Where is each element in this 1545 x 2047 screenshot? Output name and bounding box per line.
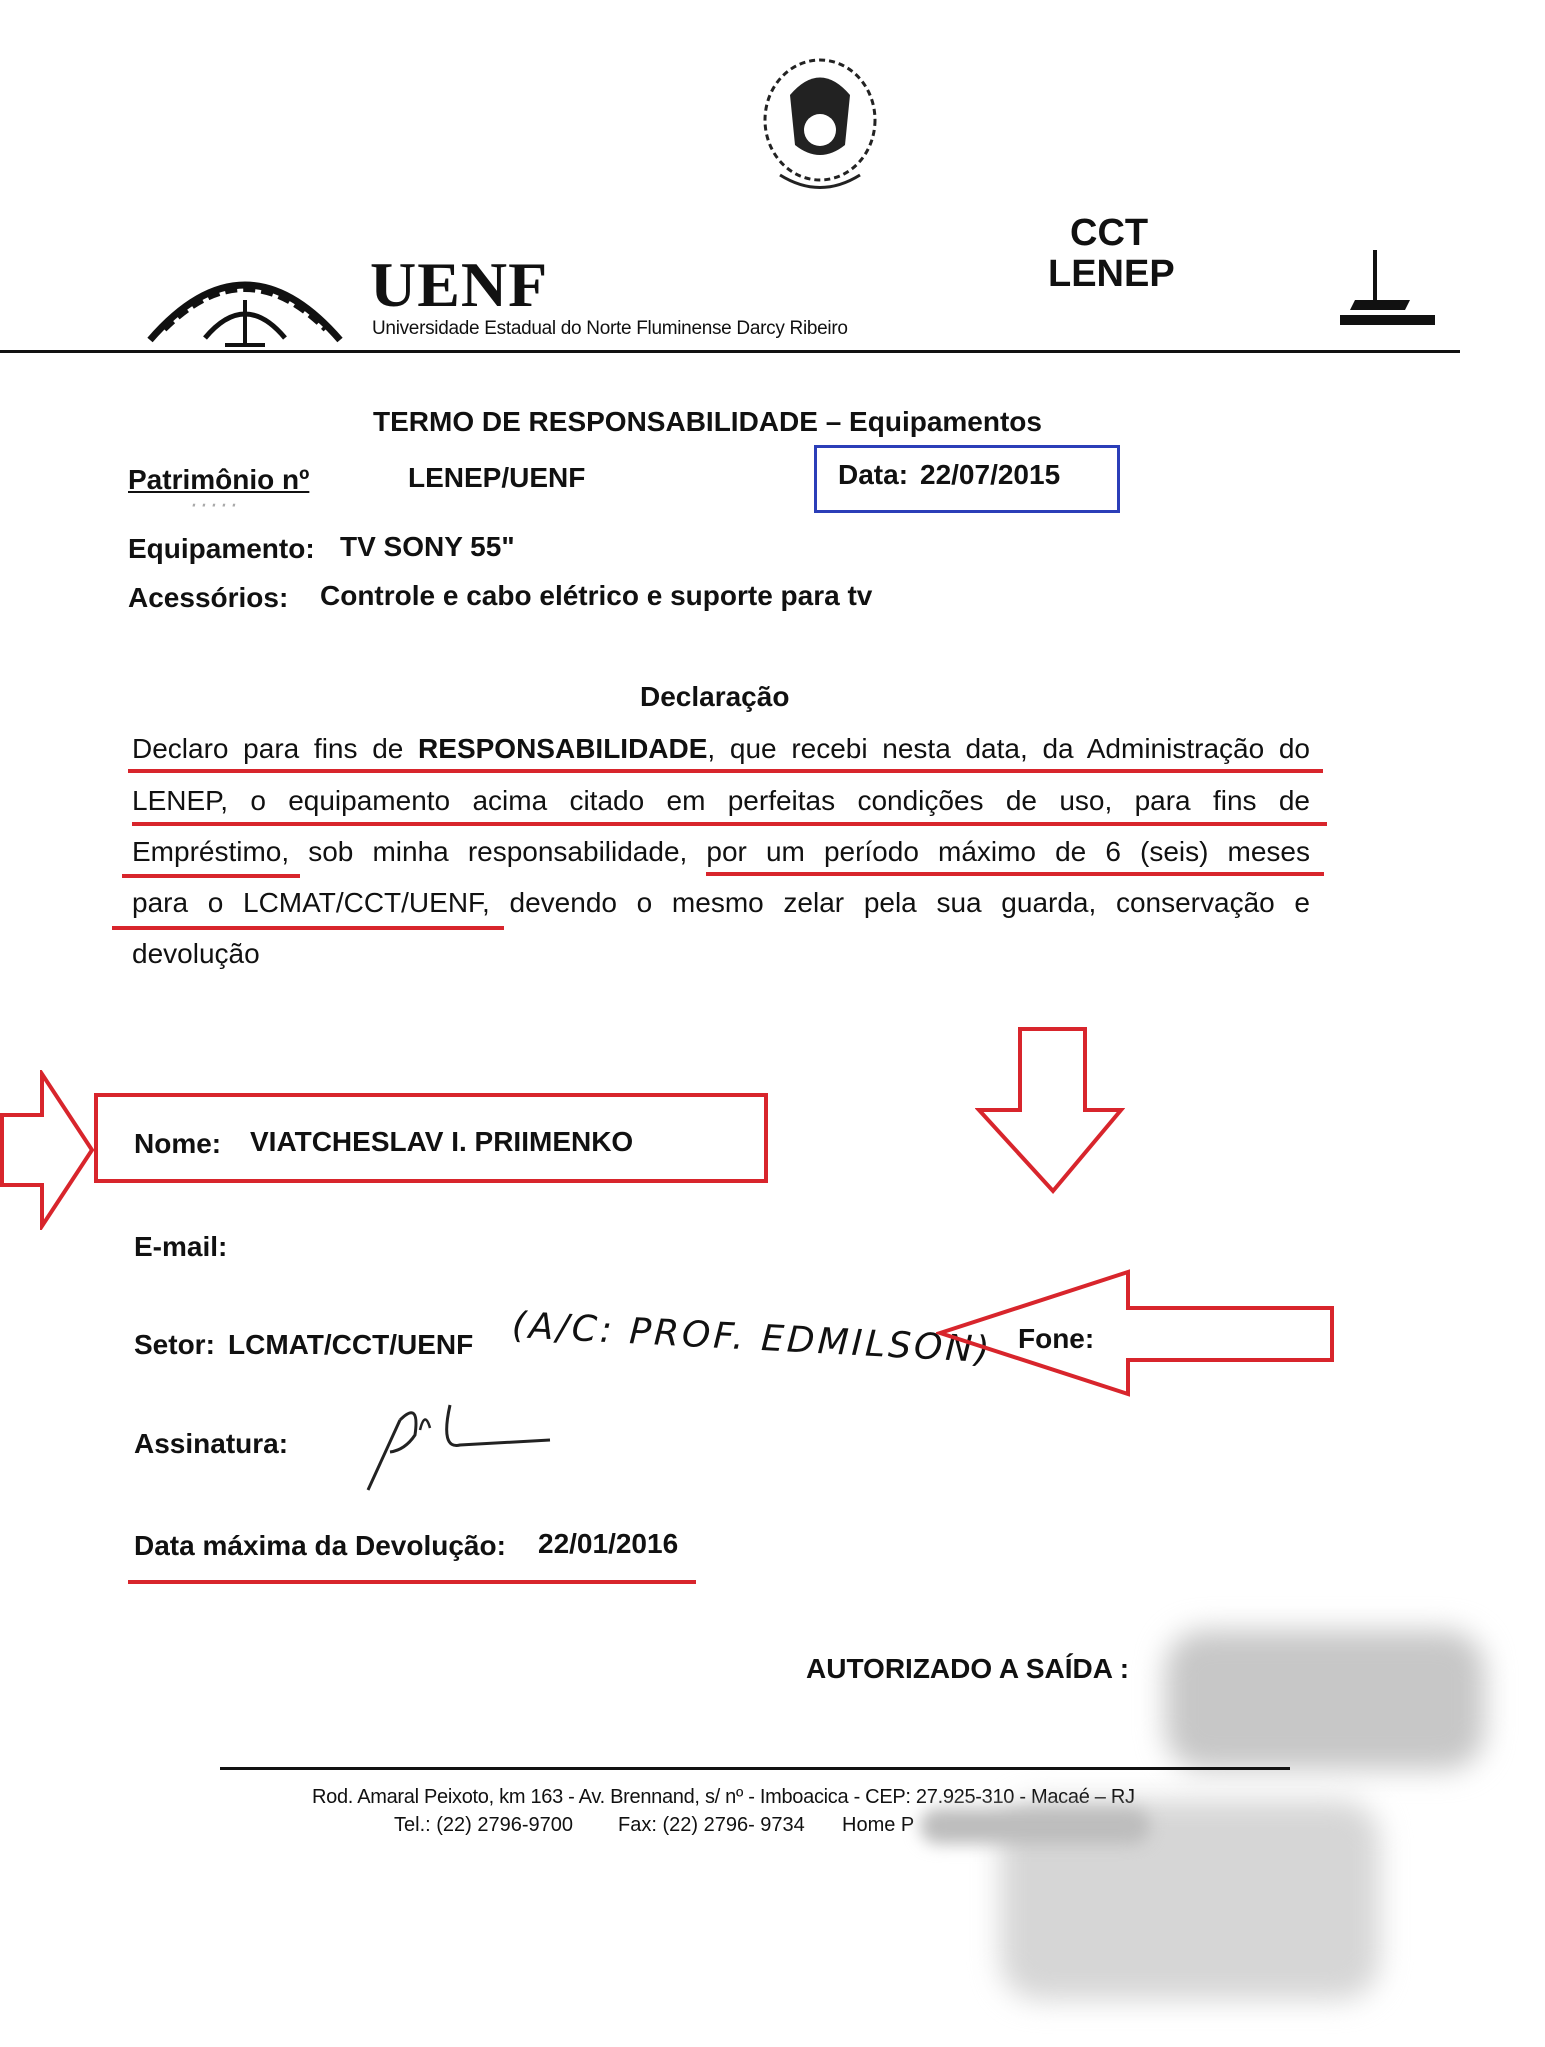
underline-declaration-4 — [112, 926, 504, 930]
devolucao-value: 22/01/2016 — [538, 1528, 679, 1559]
equipamento-label: Equipamento: — [128, 533, 315, 564]
header-rule — [0, 350, 1460, 353]
setor-value: LCMAT/CCT/UENF — [228, 1329, 474, 1360]
underline-declaration-1 — [128, 769, 1323, 773]
redacted-home-url — [920, 1808, 1150, 1844]
underline-declaration-3a — [122, 874, 300, 878]
autorizado-label: AUTORIZADO A SAÍDA : — [806, 1653, 1130, 1684]
setor-label: Setor: — [134, 1329, 215, 1360]
acessorios-value: Controle e cabo elétrico e suporte para tv — [320, 580, 873, 611]
data-label: Data: — [838, 459, 909, 490]
declaration-line-4: para o LCMAT/CCT/UENF, devendo o mesmo zelar pela sua guarda, conservação e — [132, 887, 1310, 918]
lenep-logo-icon — [1330, 245, 1440, 330]
data-value: 22/07/2015 — [920, 459, 1061, 490]
underline-declaration-3b — [706, 872, 1324, 876]
assinatura-label: Assinatura: — [134, 1428, 289, 1459]
footer-fax: Fax: (22) 2796- 9734 — [618, 1814, 805, 1836]
declaration-line-5: devolução — [132, 938, 260, 969]
declaration-line-2: LENEP, o equipamento acima citado em perfeitas condições de uso, para fins de — [132, 785, 1310, 816]
declaration-line-1-end: , que recebi nesta data, da Administração do — [707, 733, 1310, 764]
patrimonio-label: Patrimônio nº — [128, 464, 310, 495]
declaration-line-1 — [132, 733, 1310, 765]
email-label: E-mail: — [134, 1231, 228, 1262]
declaration-line-3: Empréstimo, sob minha responsabilidade, por um período máximo de 6 (seis) meses — [132, 836, 1310, 867]
setor-handwritten-note: (A/C: PROF. EDMILSON) — [510, 1305, 994, 1372]
acessorios-label: Acessórios: — [128, 582, 289, 613]
arrow-right-icon — [0, 1070, 96, 1230]
patrimonio-value: LENEP/UENF — [408, 462, 586, 493]
footer-address: Rod. Amaral Peixoto, km 163 - Av. Brennand, s/ nº - Imboacica - CEP: 27.925-310 - Macaé – RJ — [312, 1786, 1135, 1808]
dept-lenep: LENEP — [1048, 253, 1175, 295]
declaration-heading: Declaração — [640, 681, 790, 712]
underline-declaration-2 — [132, 822, 1327, 826]
redacted-stamp — [1165, 1630, 1485, 1770]
document-title: TERMO DE RESPONSABILIDADE – Equipamentos — [373, 406, 1042, 437]
equipamento-value: TV SONY 55" — [340, 531, 515, 562]
declaration-line-1-start: Declaro para fins de — [132, 733, 419, 764]
footer-rule — [220, 1767, 1290, 1770]
signature-image — [360, 1390, 560, 1500]
org-short-name: UENF — [370, 249, 549, 320]
footer-tel: Tel.: (22) 2796-9700 — [394, 1814, 574, 1836]
nome-value: VIATCHESLAV I. PRIIMENKO — [250, 1126, 634, 1157]
state-seal — [750, 55, 890, 205]
arrow-left-icon — [936, 1268, 1336, 1398]
patrimonio-number-faint: ····· — [190, 494, 240, 519]
fone-label: Fone: — [1018, 1323, 1095, 1354]
nome-label: Nome: — [134, 1128, 222, 1159]
declaration-line-1-emphasis: RESPONSABILIDADE — [418, 733, 708, 764]
underline-devolucao — [128, 1580, 696, 1584]
footer-home: Home P — [842, 1814, 915, 1836]
devolucao-label: Data máxima da Devolução: — [134, 1530, 506, 1561]
arrow-down-icon — [975, 1025, 1125, 1195]
uenf-logo-icon — [145, 250, 345, 350]
org-full-name: Universidade Estadual do Norte Fluminense Darcy Ribeiro — [372, 318, 848, 339]
dept-cct: CCT — [1070, 212, 1149, 254]
